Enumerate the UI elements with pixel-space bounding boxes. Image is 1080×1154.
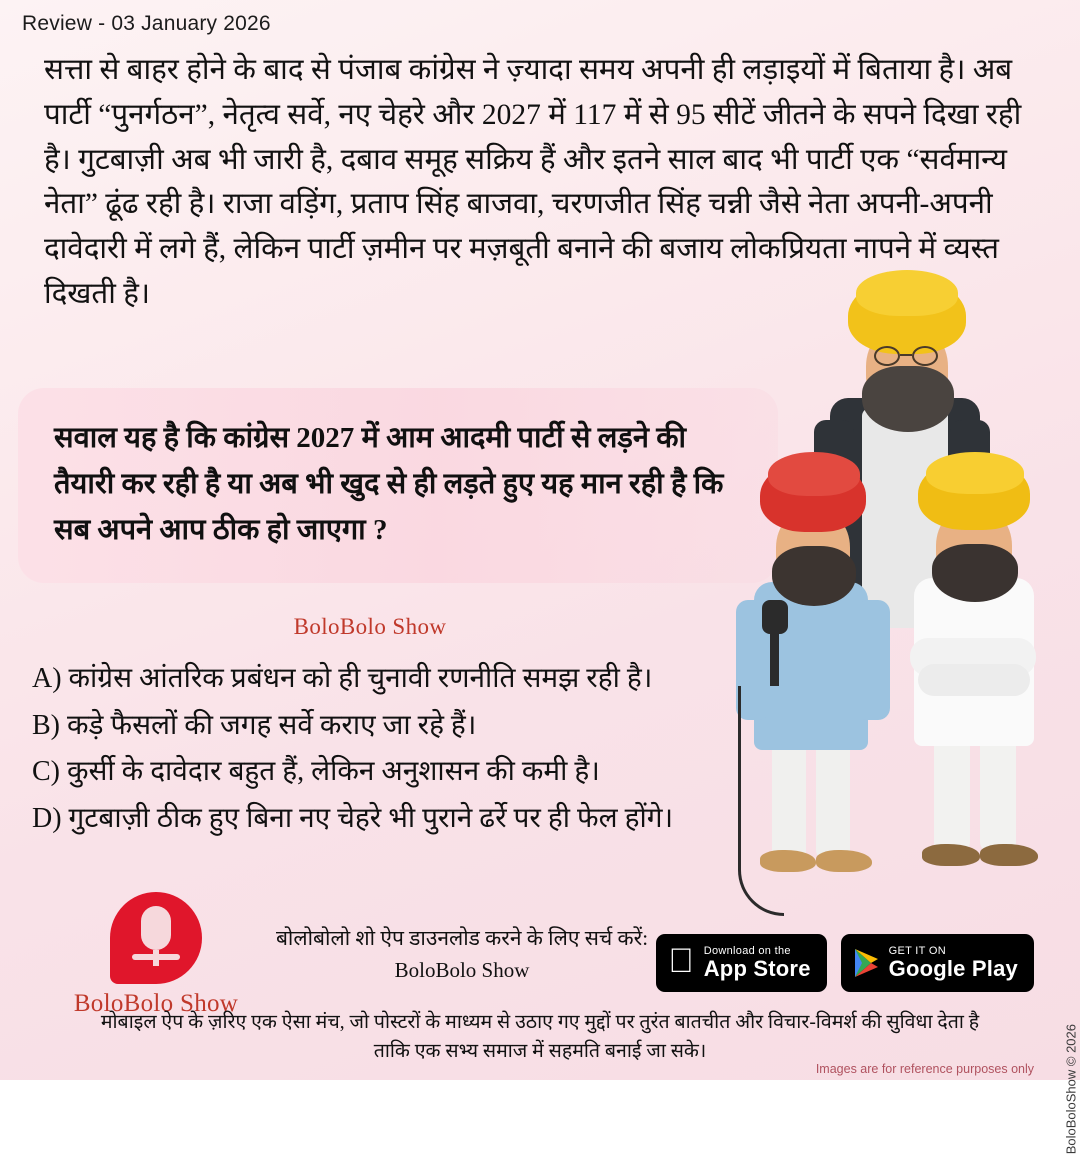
option-d: D) गुटबाज़ी ठीक हुए बिना नए चेहरे भी पुराने ढर्रे पर ही फेल होंगे। (32, 802, 674, 834)
option-b: B) कड़े फैसलों की जगह सर्वे कराए जा रहे हैं। (32, 709, 477, 741)
download-line-1: बोलोबोलो शो ऐप डाउनलोड करने के लिए सर्च करें: (275, 926, 649, 950)
side-copyright: BoloBoloShow © 2026 (1063, 1024, 1078, 1154)
download-line-2: BoloBolo Show (394, 957, 530, 982)
brand-logo-label: BoloBolo Show (73, 990, 239, 1017)
mid-brand-label: BoloBolo Show (293, 614, 447, 639)
reference-note: Images are for reference purposes only (815, 1062, 1034, 1076)
app-store-big-label: App Store (703, 956, 811, 982)
footer-description (0, 1008, 1080, 1067)
brand-logo-block (66, 892, 246, 1018)
question-band (18, 388, 778, 583)
politician-figure-white-kurta (884, 452, 1064, 882)
footer-note-line-1: मोबाइल ऐप के ज़रिए एक ऐसा मंच, जो पोस्टरों के माध्यम से उठाए गए मुद्दों पर तुरंत बातचीत और विचार-विमर्श की सुविधा देता है (100, 1011, 980, 1033)
google-play-badge[interactable] (841, 934, 1034, 992)
politician-figure-red-turban (720, 450, 900, 890)
download-instruction (252, 923, 672, 986)
microphone-logo-icon (110, 892, 202, 984)
google-play-icon (853, 948, 879, 978)
app-store-small-label: Download on the (703, 944, 791, 957)
option-c: C) कुर्सी के दावेदार बहुत हैं, लेकिन अनुशासन की कमी है। (32, 756, 600, 788)
question-text: सवाल यह है कि कांग्रेस 2027 में आम आदमी पार्टी से लड़ने की तैयारी कर रही है या अब भी खुद से ही लड़ते हुए यह मान रही है कि सब अपने आप ठीक हो जाएगा ? (54, 422, 724, 546)
microphone-icon (762, 600, 788, 634)
options-list (32, 660, 752, 847)
option-a: A) कांग्रेस आंतरिक प्रबंधन को ही चुनावी रणनीति समझ रही है। (32, 663, 653, 694)
politicians-illustration (716, 270, 1076, 910)
footer (0, 880, 1080, 1080)
intro-paragraph: सत्ता से बाहर होने के बाद से पंजाब कांग्रेस ने ज़्यादा समय अपनी ही लड़ाइयों में बिताया है। अब पार्टी “पुनर्गठन”, नेतृत्व सर्वे, नए चेहरे और 2027 में 117 में से 95 सीटें जीतने के सपने दिखा रही है। गुटबाज़ी अब भी जारी है, दबाव समूह सक्रिय हैं और इतने साल बाद भी पार्टी एक “सर्वमान्य नेता” ढूंढ रही है। राजा वड़िंग, प्रताप सिंह बाजवा, चरणजीत सिंह चन्नी जैसे नेता अपनी-अपनी दावेदारी में लगे हैं, लेकिन पार्टी ज़मीन पर मज़बूती बनाने की बजाय लोकप्रियता नापने में व्यस्त दिखती है। (44, 54, 1022, 311)
google-play-small-label: GET IT ON (888, 944, 946, 957)
review-date-label: Review - 03 January 2026 (22, 12, 271, 35)
apple-icon (668, 944, 694, 978)
footer-note-line-2: ताकि एक सभ्य समाज में सहमति बनाई जा सके। (373, 1040, 707, 1062)
app-store-badge[interactable] (656, 934, 826, 992)
store-badges (656, 934, 1034, 992)
google-play-big-label: Google Play (888, 956, 1018, 982)
